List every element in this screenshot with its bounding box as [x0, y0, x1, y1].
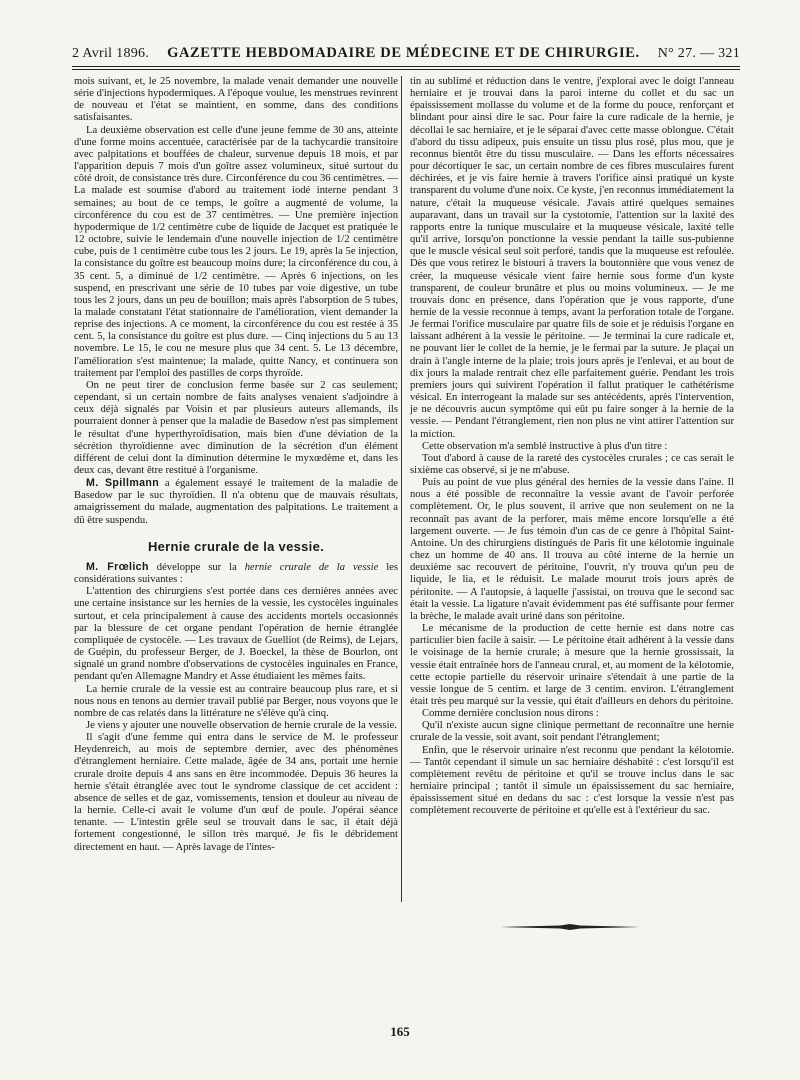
page-number: 165 — [390, 1024, 410, 1039]
paragraph: Cette observation m'a semblé instructive à plus d'un titre : — [422, 440, 668, 452]
italic-term: hernie crurale de la vessie — [244, 561, 379, 573]
section-title: Hernie crurale de la vessie. — [147, 538, 325, 554]
header-rule-double — [72, 69, 740, 70]
paragraph: La deuxième observation est celle d'une jeune femme de 30 ans, atteinte d'une forme moins accentuée, caractérisée par de la tachycardie transitoire avec palpitations et bouffées de chaleur, survenue depuis 18 mois, et par l'apparition depuis 7 mois d'un goître assez volumineux, situé surtout du côté droit, de consistance très dure. Circonférence du cou 36 centimètres. — La malade est soumise d'abord au traitement iodé interne pendant 3 semaines; au bout de ce temps, le goître a augmenté de volume, la circonférence du cou est de 37 centimètres. — Une première injection hypodermique de 1/2 centimètre cube de liquide de Jacquet est pratiquée le 12 octobre, suivie le lendemain d'une nouvelle injection de 1/2 centimètre cube, puis de 1 centimètre cube tous les 2 jours. Le 19, après la 5e injection, la consistance du goître est beaucoup moins dure; la circonférence du cou, à 35 cent. 5, a diminué de 1/2 centimètre. — Après 6 injections, on les suspend, en prescrivant une série de 10 tubes par voie digestive, un tube tous les 2 jours, dans un peu de bouillon; mais après l'absorption de 5 tubes, la malade constatant l'état stationnaire de l'amélioration, vient demander la reprise des injections. A ce moment, la circonférence du cou est restée à 35 cent. 5, la consistance du goître est plus dure. — Cinq injections du 5 au 13 novembre. Le 15, le cou ne mesure plus que 34 cent. 5. Le 13 décembre, l'amélioration s'est maintenue; la malade, quitte Nancy, et continuera son traitement par l'emploi des pastilles de corps thyroïde. — [74, 124, 398, 379]
paragraph: La hernie crurale de la vessie est au contraire beaucoup plus rare, et si nous nous en tenons au dernier travail publié par Berger, nous voyons que le nombre de cas relatés dans la littérature ne s'élève qu'à cinq. — [74, 683, 398, 719]
paragraph: Il s'agit d'une femme qui entra dans le service de M. le professeur Heydenreich, au mois de septembre dernier, avec des phénomènes d'étranglement herniaire. Cette malade, âgée de 34 ans, portait une hernie crurale droite depuis 4 ans sans en être incommodée. Depuis 36 heures la hernie s'était étranglée avec tout le syndrome classique de cet accident : absence de selles et de gaz, vomissements, tension et douleur au niveau de la hernie. Celle-ci avait le volume d'un œuf de poule. J'opérai séance tenante. — L'intestin grêle seul se trouvait dans le sac, il était déjà fortement congestionné, le sillon très marqué. Je fis le débridement directement en haut. — Après lavage de l'intes- — [74, 732, 398, 853]
paragraph — [74, 561, 398, 586]
column-divider — [401, 76, 402, 902]
paragraph: Puis au point de vue plus général des hernies de la vessie dans l'aine. Il nous a été possible de reconnaître la vessie avant de l'avoir perforée complètement. Or, le plus souvent, il arrive que non seulement on ne la reconnaît pas avant de la perforer, mais même encore lorsqu'elle a été largement ouverte. — Je fus témoin d'un cas de ce genre à l'hôpital Saint-Antoine. Un des chirurgiens distingués de Paris fit une kélotomie inguinale chez un homme de 40 ans. Il trouva au côté interne de la hernie un deuxième sac recouvert de péritoine, l'ouvrit, n'y trouva qu'un peu de liquide, le lia, et le réduisit. Le malade mourut trois jours après de péritonite. — A l'autopsie, à laquelle j'assistai, on trouva que le second sac était la vessie. La ligature n'avait évidemment pas été suffisante pour fermer la brèche, le malade avait uriné dans son péritoine. — [410, 477, 734, 622]
header-journal-title: GAZETTE HEBDOMADAIRE DE MÉDECINE ET DE CHIRURGIE. — [167, 45, 640, 61]
paragraph: Le mécanisme de la production de cette hernie est dans notre cas particulier bien facile à saisir. — Le péritoine était adhérent à la vessie dans le voisinage de la hernie crurale; à mesure que la hernie grossissait, la vessie était entraînée hors de l'anneau crural, et, au moment de la kélotomie, cette ectopie partielle du réservoir urinaire s'étendait à une partie de la vessie longue de 5 centim. et large de 3 centim. environ. L'étranglement était très peu marqué sur la vessie, qui était d'ailleurs en dehors du péritoine. — [410, 623, 734, 707]
paragraph: Comme dernière conclusion nous dirons : — [422, 708, 599, 720]
paragraph: Qu'il n'existe aucun signe clinique permettant de reconnaître une hernie crurale de la vessie, soit avant, soit pendant l'étranglement; — [410, 720, 734, 744]
paragraph-text: les considérations suivantes : — [74, 561, 398, 586]
header-date: 2 Avril 1896. — [72, 46, 150, 61]
paragraph: Je viens y ajouter une nouvelle observation de hernie crurale de la vessie. — [86, 719, 397, 731]
running-header — [72, 40, 740, 62]
paragraph: tin au sublimé et réduction dans le ventre, j'explorai avec le doigt l'anneau herniaire et je trouvai dans la paroi interne du collet et du sac un épaississement mollasse du volume et de la forme du pouce, renforçant et blindant pour ainsi dire le sac. Pour faire la cure radicale de la hernie, je décollai le sac herniaire, et je le séparai d'avec cette masse oblongue. C'était d'abord du tissu adipeux, puis ensuite un tissu plus rosé, plus mou, que je reconnus bientôt être du tissu musculaire. — Dans les efforts nécessaires pour décortiquer le sac, un certain nombre de ces fibres musculaires furent déchirées, et je vis faire hernie à travers l'orifice ainsi pratiqué un kyste transparent du volume d'une noix. Ce kyste, j'en reconnus immédiatement la nature, c'était la muqueuse vésicale. J'avais attiré quelques semaines auparavant, dans un travail sur la cystotomie, l'attention sur la laxité des rapports entre la tunique musculaire et la muqueuse vésicale, laxité telle qu'il arrive, lorsqu'on ponctionne la vessie pendant la taille sus-pubienne que le muscle vésical seul soit perforé, tandis que la muqueuse est refoulée. Dès que vous retirez le bistouri à travers la boutonnière que vous venez de créer, la muqueuse vésicale vient faire hernie sous forme d'un kyste transparent, de couleur brunâtre et plus ou moins volumineux. — Je me trouvais donc en présence, dans l'opération que je vous rapporte, d'une hernie de la vessie reconnue à temps, avant la perforation totale de l'organe. Je fermai l'orifice musculaire par quatre fils de soie et je réduisis l'organe en laissant adhérent à la vessie le péritoine. — Je terminai la cure radicale et, ne pouvant lier le collet de la hernie, je le fermai par la suture. Je plaçai un drain à l'angle interne de la plaie; trois jours après je l'enlevai, et au bout de dix jours la malade rentrait chez elle parfaitement guérie. Pendant les trois premiers jours qui suivirent l'opération il fallut pratiquer le cathétérisme vésical. En interrogeant la malade sur ses antécédents, après l'intervention, je ne découvris aucun symptôme qui eût pu faire songer à la hernie de la vessie. — Pendant l'étranglement, rien non plus ne vint attirer l'attention sur la miction. — [410, 76, 734, 440]
author-name: M. Spillmann — [86, 477, 160, 490]
paragraph-text: développe sur la — [148, 561, 245, 573]
right-column — [410, 76, 734, 818]
header-rule — [72, 66, 740, 67]
paragraph: On ne peut tirer de conclusion ferme basée sur 2 cas seulement; cependant, si un certain nombre de faits analyses venaient s'adjoindre à ceux déjà signalés par Voisin et par plusieurs auteurs allemands, ils pourraient donner à penser que la maladie de Basedow n'est pas simplement le résultat d'une hyperthyroïdisation, mais bien d'une déviation de la sécrétion thyroïdienne avec diminution de la sécrétion d'un élément différent de celui dont la diminution détermine le myxœdème et, dans les deux cas, devant être restitué à l'organisme. — [74, 379, 398, 476]
author-name: M. Frœlich — [86, 560, 149, 573]
header-issue-page: N° 27. — 321 — [657, 46, 740, 61]
paragraph: Enfin, que le réservoir urinaire n'est reconnu que pendant la kélotomie. — Tantôt cependant il simule un sac herniaire déshabité : c'est lorsqu'il est complètement revêtu de péritoine et qu'il se trouve inclus dans le sac herniaire principal ; tantôt il simule un épaississement du sac herniaire, épaississement situé en dedans du sac : c'est lorsque la vessie n'est pas complètement recouverte de péritoine et qu'elle est à l'extérieur du sac. — [410, 744, 734, 817]
paragraph: L'attention des chirurgiens s'est portée dans ces dernières années avec une certaine insistance sur les hernies de la vessie, les cystocèles inguinales surtout, et cela principalement à cause des accidents mortels occasionnés par la blessure de cet organe pendant l'opération de hernie étranglée compliquée de cystocèle. — Les travaux de Guelliot (de Reims), de Lejars, de Guépin, du professeur Berger, de J. Boeckel, la thèse de Bourlon, ont signalé un grand nombre d'observations de cystocèles inguinales en France, pendant qu'en Allemagne Mandry et Asse étudiaient les mêmes faits. — [74, 586, 398, 683]
paragraph — [74, 477, 398, 527]
paragraph-text: a également essayé le traitement de la maladie de Basedow par le suc thyroïdien. Il n'a obtenu que de mauvais résultats, amaigrissement du malade, augmentation des palpitations. Le traitement a dû être suspendu. — [74, 478, 398, 526]
paragraph: mois suivant, et, le 25 novembre, la malade venait demander une nouvelle série d'injections hypodermiques. A l'époque voulue, les menstrues revinrent de nouveau et l'état se maintient, en somme, dans des conditions satisfaisantes. — [74, 76, 398, 124]
left-column — [74, 76, 398, 854]
paragraph: Tout d'abord à cause de la rareté des cystocèles crurales ; ce cas serait le sixième cas observé, si je ne m'abuse. — [410, 452, 734, 476]
end-ornament-icon — [500, 922, 640, 932]
